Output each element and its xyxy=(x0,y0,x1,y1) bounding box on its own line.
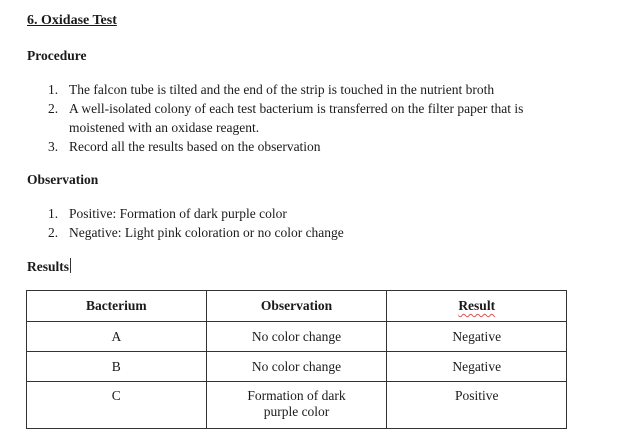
list-item xyxy=(46,80,576,99)
procedure-heading: Procedure xyxy=(27,48,87,63)
table-cell-bacterium: A xyxy=(27,322,207,352)
list-item-text: The falcon tube is tilted and the end of the strip is touched in the nutrient broth xyxy=(69,82,495,97)
list-item xyxy=(46,223,576,242)
table-cell-observation: No color change xyxy=(206,322,387,352)
table-row xyxy=(27,382,567,429)
list-number: 3. xyxy=(48,139,59,154)
list-item-text: Positive: Formation of dark purple color xyxy=(69,206,287,221)
column-header-observation: Observation xyxy=(206,291,387,322)
table-row xyxy=(27,352,567,382)
table-cell-result: Positive xyxy=(387,382,567,429)
column-header-bacterium: Bacterium xyxy=(27,291,207,322)
list-number: 2. xyxy=(48,225,59,240)
text-cursor xyxy=(70,258,71,273)
list-item xyxy=(46,137,576,156)
table-cell-bacterium: C xyxy=(27,382,207,429)
observation-list xyxy=(46,204,576,242)
results-heading: Results xyxy=(27,259,70,274)
observation-heading: Observation xyxy=(27,172,99,187)
list-item-text: A well-isolated colony of each test bacterium is transferred on the filter paper that is moistened with an oxidase reagent. xyxy=(69,101,524,135)
list-number: 1. xyxy=(48,82,59,97)
column-header-result xyxy=(387,291,567,322)
table-cell-observation: No color change xyxy=(206,352,387,382)
spellcheck-underlined-text: Result xyxy=(458,298,496,313)
table-row xyxy=(27,322,567,352)
list-item-text: Record all the results based on the observation xyxy=(69,139,321,154)
results-heading-line[interactable] xyxy=(27,258,71,275)
table-cell-result: Negative xyxy=(387,352,567,382)
list-number: 1. xyxy=(48,206,59,221)
table-cell-bacterium: B xyxy=(27,352,207,382)
procedure-list xyxy=(46,80,576,156)
list-item-text: Negative: Light pink coloration or no color change xyxy=(69,225,344,240)
list-item xyxy=(46,204,576,223)
section-title: 6. Oxidase Test xyxy=(27,13,117,28)
table-cell-result: Negative xyxy=(387,322,567,352)
results-table xyxy=(26,290,567,429)
table-header-row xyxy=(27,291,567,322)
list-item xyxy=(46,99,576,137)
list-number: 2. xyxy=(48,101,59,116)
table-cell-observation: Formation of dark purple color xyxy=(206,382,387,429)
